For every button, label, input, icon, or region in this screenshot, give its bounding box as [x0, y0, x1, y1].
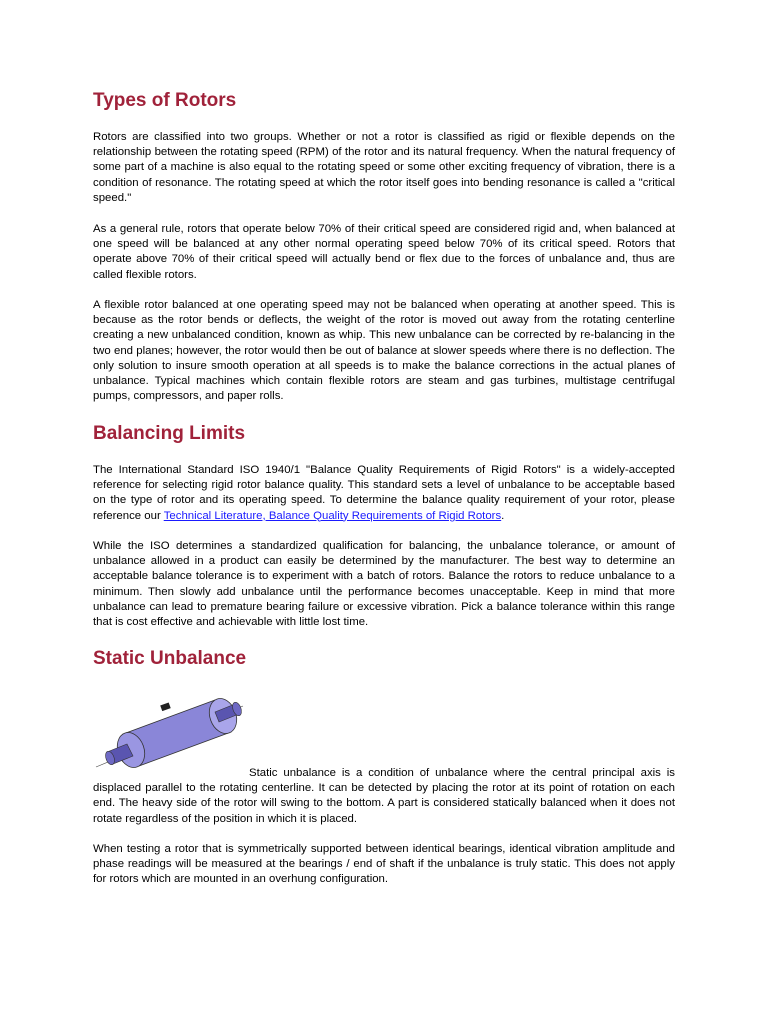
- rotor-drawing: [96, 695, 243, 772]
- balancing-paragraph-1: [93, 463, 675, 524]
- heading-balancing-limits: Balancing Limits: [93, 423, 246, 444]
- technical-literature-link[interactable]: Technical Literature, Balance Quality Requirements of Rigid Rotors: [163, 509, 502, 522]
- static-paragraph-1: Static unbalance is a condition of unbalance where the central principal axis is displaced parallel to the rotating centerline. It can be detected by placing the rotor at its point of rotation on each end. The heavy side of the rotor will swing to the bottom. A part is considered statically balanced when it does not rotate regardless of the position in which it is placed.: [93, 767, 675, 825]
- balancing-p1-text: The International Standard ISO 1940/1 "Balance Quality Requirements of Rigid Rotors" is a widely-accepted reference for selecting rigid rotor balance quality. This standard sets a level of unbalance to be acceptable based on the type of rotor and its operating speed. To determine the balance quality requirement of your rotor, please reference our: [93, 464, 675, 522]
- static-unbalance-rotor-illustration: [93, 688, 253, 776]
- heading-static-unbalance: Static Unbalance: [93, 648, 247, 669]
- types-paragraph-1: Rotors are classified into two groups. Whether or not a rotor is classified as rigid or flexible depends on the relationship between the rotating speed (RPM) of the rotor and its natural frequency. When the natural frequency of some part of a machine is also equal to the rotating speed or some other exciting frequency of vibration, there is a condition of resonance. The rotating speed at which the rotor itself goes into bending resonance is called a "critical speed.": [93, 131, 675, 204]
- balancing-paragraph-2: While the ISO determines a standardized qualification for balancing, the unbalance tolerance, or amount of unbalance allowed in a product can easily be determined by the manufacturer. The best way to determine an acceptable balance tolerance is to experiment with a batch of rotors. Balance the rotors to reduce unbalance to a minimum. Then slowly add unbalance until the performance becomes unacceptable. Keep in mind that more unbalance can lead to premature bearing failure or excessive vibration. Pick a balance tolerance within this range that is cost effective and achievable with little lost time.: [93, 540, 675, 629]
- balancing-p1-end: .: [501, 509, 505, 522]
- static-paragraph-2: When testing a rotor that is symmetrically supported between identical bearings, identical vibration amplitude and phase readings will be measured at the bearings / end of shaft if the unbalance is truly static. This does not apply for rotors which are mounted in an overhung configuration.: [93, 843, 675, 886]
- types-paragraph-2: As a general rule, rotors that operate below 70% of their critical speed are considered rigid and, when balanced at one speed will be balanced at any other normal operating speed below 70% of its critical speed. Rotors that operate above 70% of their critical speed will actually bend or flex due to the forces of unbalance and, thus are called flexible rotors.: [93, 223, 675, 281]
- types-paragraph-3: A flexible rotor balanced at one operating speed may not be balanced when operating at another speed. This is because as the rotor bends or deflects, the weight of the rotor is moved out away from the rotating centerline creating a new unbalanced condition, known as whip. This new unbalance can be corrected by re-balancing in the two end planes; however, the rotor would then be out of balance at slower speeds where there is no deflection. The only solution to insure smooth operation at all speeds is to make the balance corrections in the actual planes of unbalance. Typical machines which contain flexible rotors are steam and gas turbines, multistage centrifugal pumps, compressors, and paper rolls.: [93, 299, 675, 403]
- heading-types-of-rotors: Types of Rotors: [93, 90, 237, 111]
